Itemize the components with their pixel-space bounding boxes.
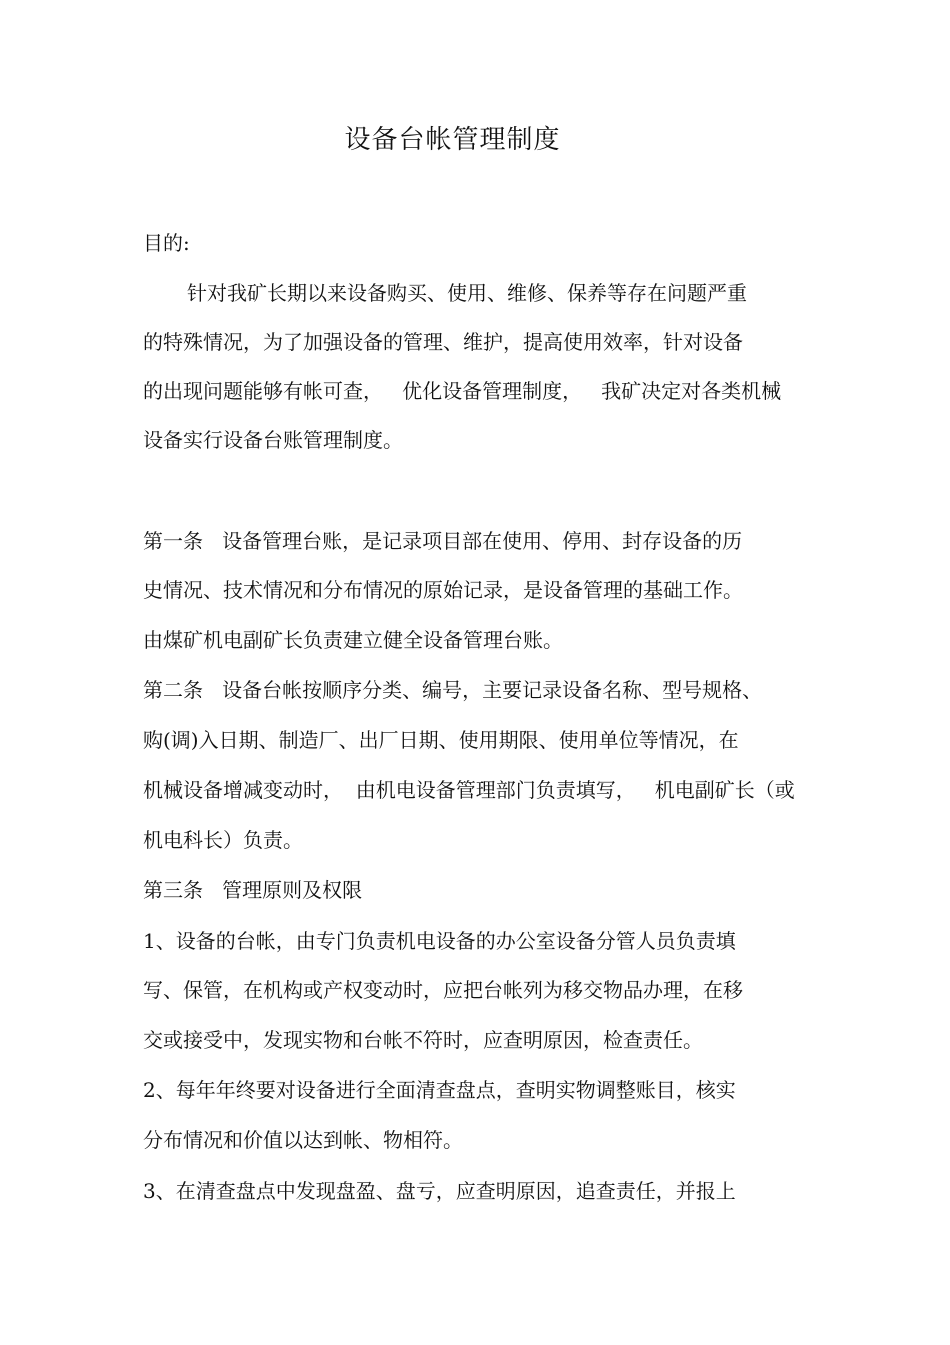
list-item-1-line: 交或接受中，发现实物和台帐不符时，应查明原因，检查责任。	[143, 1028, 703, 1052]
paragraph-line: 针对我矿长期以来设备购买、使用、维修、保养等存在问题严重	[187, 281, 747, 305]
article-2-line: 第二条 设备台帐按顺序分类、编号，主要记录设备名称、型号规格、	[143, 678, 763, 702]
article-1-line: 史情况、技术情况和分布情况的原始记录，是设备管理的基础工作。	[143, 578, 743, 602]
list-item-1-line: 1、设备的台帐，由专门负责机电设备的办公室设备分管人员负责填	[143, 929, 736, 953]
list-item-1-line: 写、保管，在机构或产权变动时，应把台帐列为移交物品办理，在移	[143, 978, 743, 1002]
list-item-3-line: 3、在清查盘点中发现盘盈、盘亏，应查明原因，追查责任，并报上	[143, 1179, 736, 1203]
purpose-heading: 目的:	[143, 231, 190, 255]
article-2-line: 机电科长）负责。	[143, 828, 303, 852]
article-1-line: 第一条 设备管理台账，是记录项目部在使用、停用、封存设备的历	[143, 529, 743, 553]
list-item-2-line: 2、每年年终要对设备进行全面清查盘点，查明实物调整账目，核实	[143, 1078, 736, 1102]
article-2-line: 机械设备增减变动时， 由机电设备管理部门负责填写， 机电副矿长（或	[143, 778, 795, 802]
paragraph-line: 设备实行设备台账管理制度。	[143, 428, 403, 452]
paragraph-line: 的特殊情况，为了加强设备的管理、维护，提高使用效率，针对设备	[143, 330, 743, 354]
article-2-line: 购(调)入日期、制造厂、出厂日期、使用期限、使用单位等情况，在	[143, 728, 739, 752]
article-3-heading: 第三条 管理原则及权限	[143, 878, 363, 902]
list-item-2-line: 分布情况和价值以达到帐、物相符。	[143, 1128, 463, 1152]
paragraph-line: 的出现问题能够有帐可查， 优化设备管理制度， 我矿决定对各类机械	[143, 379, 782, 403]
article-1-line: 由煤矿机电副矿长负责建立健全设备管理台账。	[143, 628, 563, 652]
document-title: 设备台帐管理制度	[344, 125, 561, 155]
